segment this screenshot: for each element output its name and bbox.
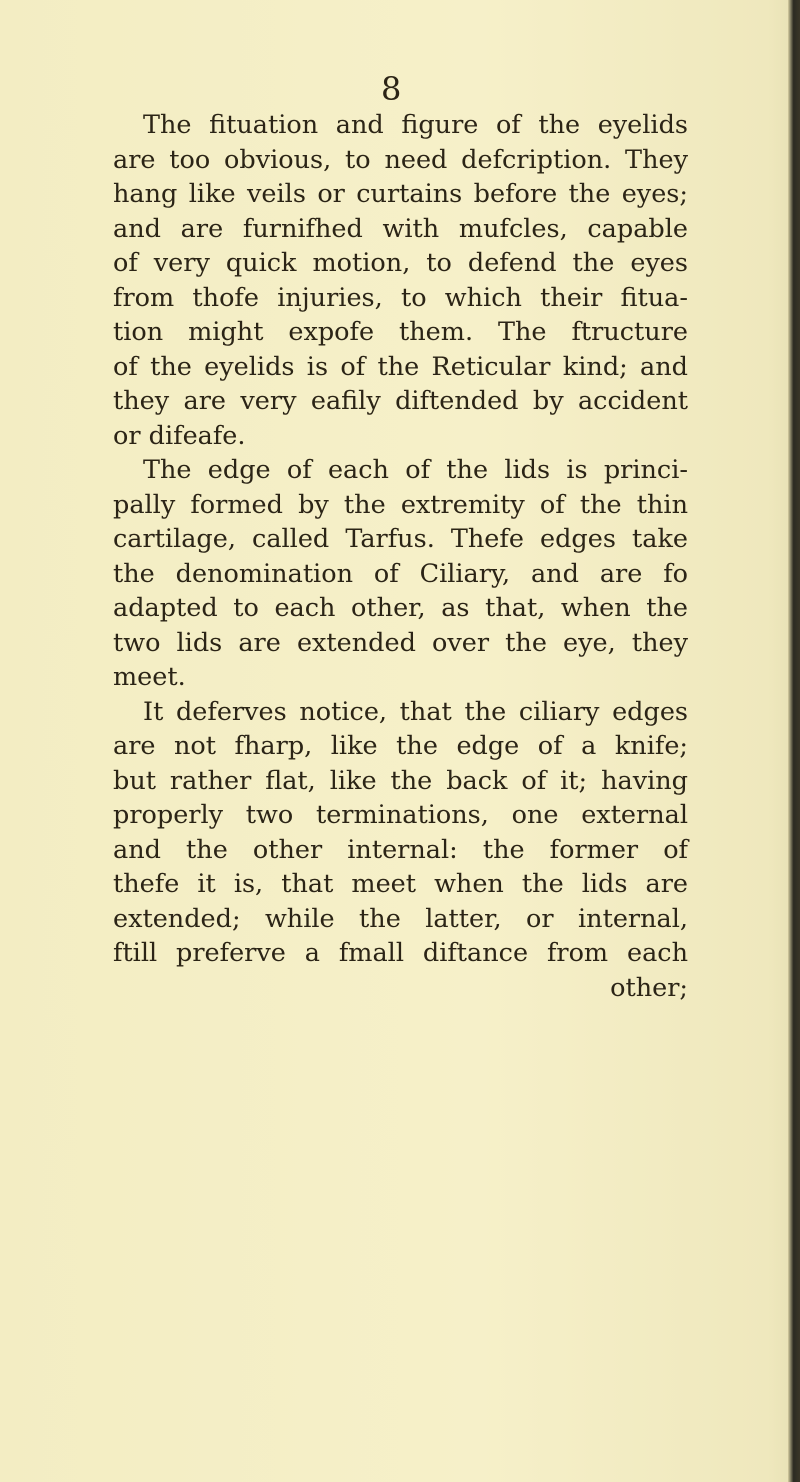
text-line: It deferves notice, that the ciliary edges — [143, 696, 688, 727]
text-line: from thofe injuries, to which their fitua- — [113, 282, 688, 313]
page-number: 8 — [381, 70, 403, 108]
text-line: properly two terminations, one external — [113, 800, 688, 830]
text-line: The edge of each of the lids is princi- — [143, 455, 688, 485]
page-edge-shadow — [788, 0, 800, 1482]
text-line: of very quick motion, to defend the eyes — [113, 248, 688, 278]
text-line: ftill preferve a fmall diftance from each — [113, 938, 688, 968]
text-line: meet. — [113, 662, 186, 692]
text-line: cartilage, called Tarfus. Thefe edges take — [113, 524, 688, 554]
text-line: or difeafe. — [113, 420, 246, 451]
text-line: thefe it is, that meet when the lids are — [113, 869, 688, 899]
text-line: and are furnifhed with mufcles, capable — [113, 213, 688, 244]
text-line: pally formed by the extremity of the thin — [113, 489, 688, 520]
text-line: the denomination of Ciliary, and are fo — [113, 558, 688, 589]
text-line: tion might expofe them. The ftructure — [113, 317, 688, 347]
catchword: other; — [610, 972, 688, 1003]
text-line: are too obvious, to need defcription. They — [113, 144, 688, 175]
text-line: hang like veils or curtains before the eyes; — [113, 179, 688, 209]
text-line: The fituation and figure of the eyelids — [143, 110, 688, 140]
text-line: extended; while the latter, or internal, — [113, 903, 688, 934]
text-line: and the other internal: the former of — [113, 834, 688, 865]
text-line: adapted to each other, as that, when the — [113, 593, 688, 623]
text-line: two lids are extended over the eye, they — [113, 627, 688, 658]
text-line: they are very eafily diftended by accident — [113, 386, 688, 416]
body-text — [113, 108, 688, 1005]
text-line: are not fharp, like the edge of a knife; — [113, 731, 688, 761]
text-line: but rather flat, like the back of it; having — [113, 765, 688, 796]
text-line: of the eyelids is of the Reticular kind; and — [113, 351, 688, 382]
